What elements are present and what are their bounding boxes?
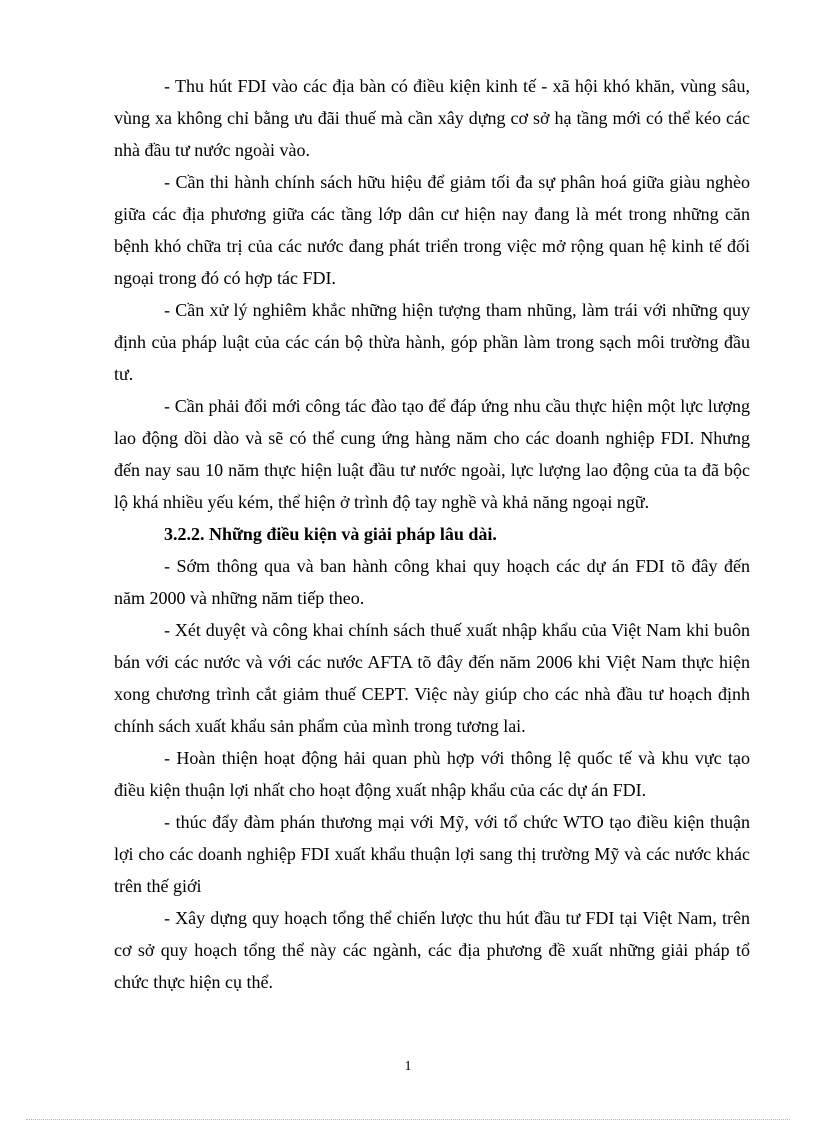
document-body [114,70,750,998]
page-number: 1 [404,1059,412,1074]
paragraph-tax-policy: - Xét duyệt và công khai chính sách thuế xuất nhập khẩu của Việt Nam khi buôn bán với các nước và với các nước AFTA tõ đây đến năm 2006 khi Việt Nam thực hiện xong chương trình cắt giảm thuế CEPT. Việc này giúp cho các nhà đầu tư hoạch định chính sách xuất khẩu sản phẩm của mình trong tương lai. [114,620,750,736]
paragraph-rich-poor-gap: - Cần thi hành chính sách hữu hiệu để giảm tối đa sự phân hoá giữa giàu nghèo giữa các địa phương giữa các tầng lớp dân cư hiện nay đang là mét trong những căn bệnh khó chữa trị của các nước đang phát triển trong việc mở rộng quan hệ kinh tế đối ngoại trong đó có hợp tác FDI. [114,172,750,288]
paragraph-workforce-training: - Cần phải đổi mới công tác đào tạo để đáp ứng nhu cầu thực hiện một lực lượng lao động dồi dào và sẽ có thể cung ứng hàng năm cho các doanh nghiệp FDI. Nhưng đến nay sau 10 năm thực hiện luật đầu tư nước ngoài, lực lượng lao động của ta đã bộc lộ khá nhiều yếu kém, thể hiện ở trình độ tay nghề và khả năng ngoại ngữ. [114,396,750,512]
section-heading: 3.2.2. Những điều kiện và giải pháp lâu dài. [164,524,497,544]
paragraph-anti-corruption: - Cần xử lý nghiêm khắc những hiện tượng tham nhũng, làm trái với những quy định của pháp luật của các cán bộ thừa hành, góp phần làm trong sạch môi trường đầu tư. [114,300,750,384]
page-bottom-divider [26,1119,790,1120]
paragraph-fdi-planning: - Sớm thông qua và ban hành công khai quy hoạch các dự án FDI tõ đây đến năm 2000 và những năm tiếp theo. [114,556,750,608]
paragraph-master-plan: - Xây dựng quy hoạch tổng thể chiến lược thu hút đầu tư FDI tại Việt Nam, trên cơ sở quy hoạch tổng thể này các ngành, các địa phương đề xuất những giải pháp tổ chức thực hiện cụ thể. [114,908,750,992]
paragraph-customs: - Hoàn thiện hoạt động hải quan phù hợp với thông lệ quốc tế và khu vực tạo điều kiện thuận lợi nhất cho hoạt động xuất nhập khẩu của các dự án FDI. [114,748,750,800]
paragraph-fdi-remote-areas: - Thu hút FDI vào các địa bàn có điều kiện kinh tế - xã hội khó khăn, vùng sâu, vùng xa không chỉ bằng ưu đãi thuế mà cần xây dựng cơ sở hạ tầng mới có thể kéo các nhà đầu tư nước ngoài vào. [114,76,750,160]
paragraph-trade-negotiation: - thúc đẩy đàm phán thương mại với Mỹ, với tổ chức WTO tạo điều kiện thuận lợi cho các doanh nghiệp FDI xuất khẩu thuận lợi sang thị trường Mỹ và các nước khác trên thế giới [114,812,750,896]
